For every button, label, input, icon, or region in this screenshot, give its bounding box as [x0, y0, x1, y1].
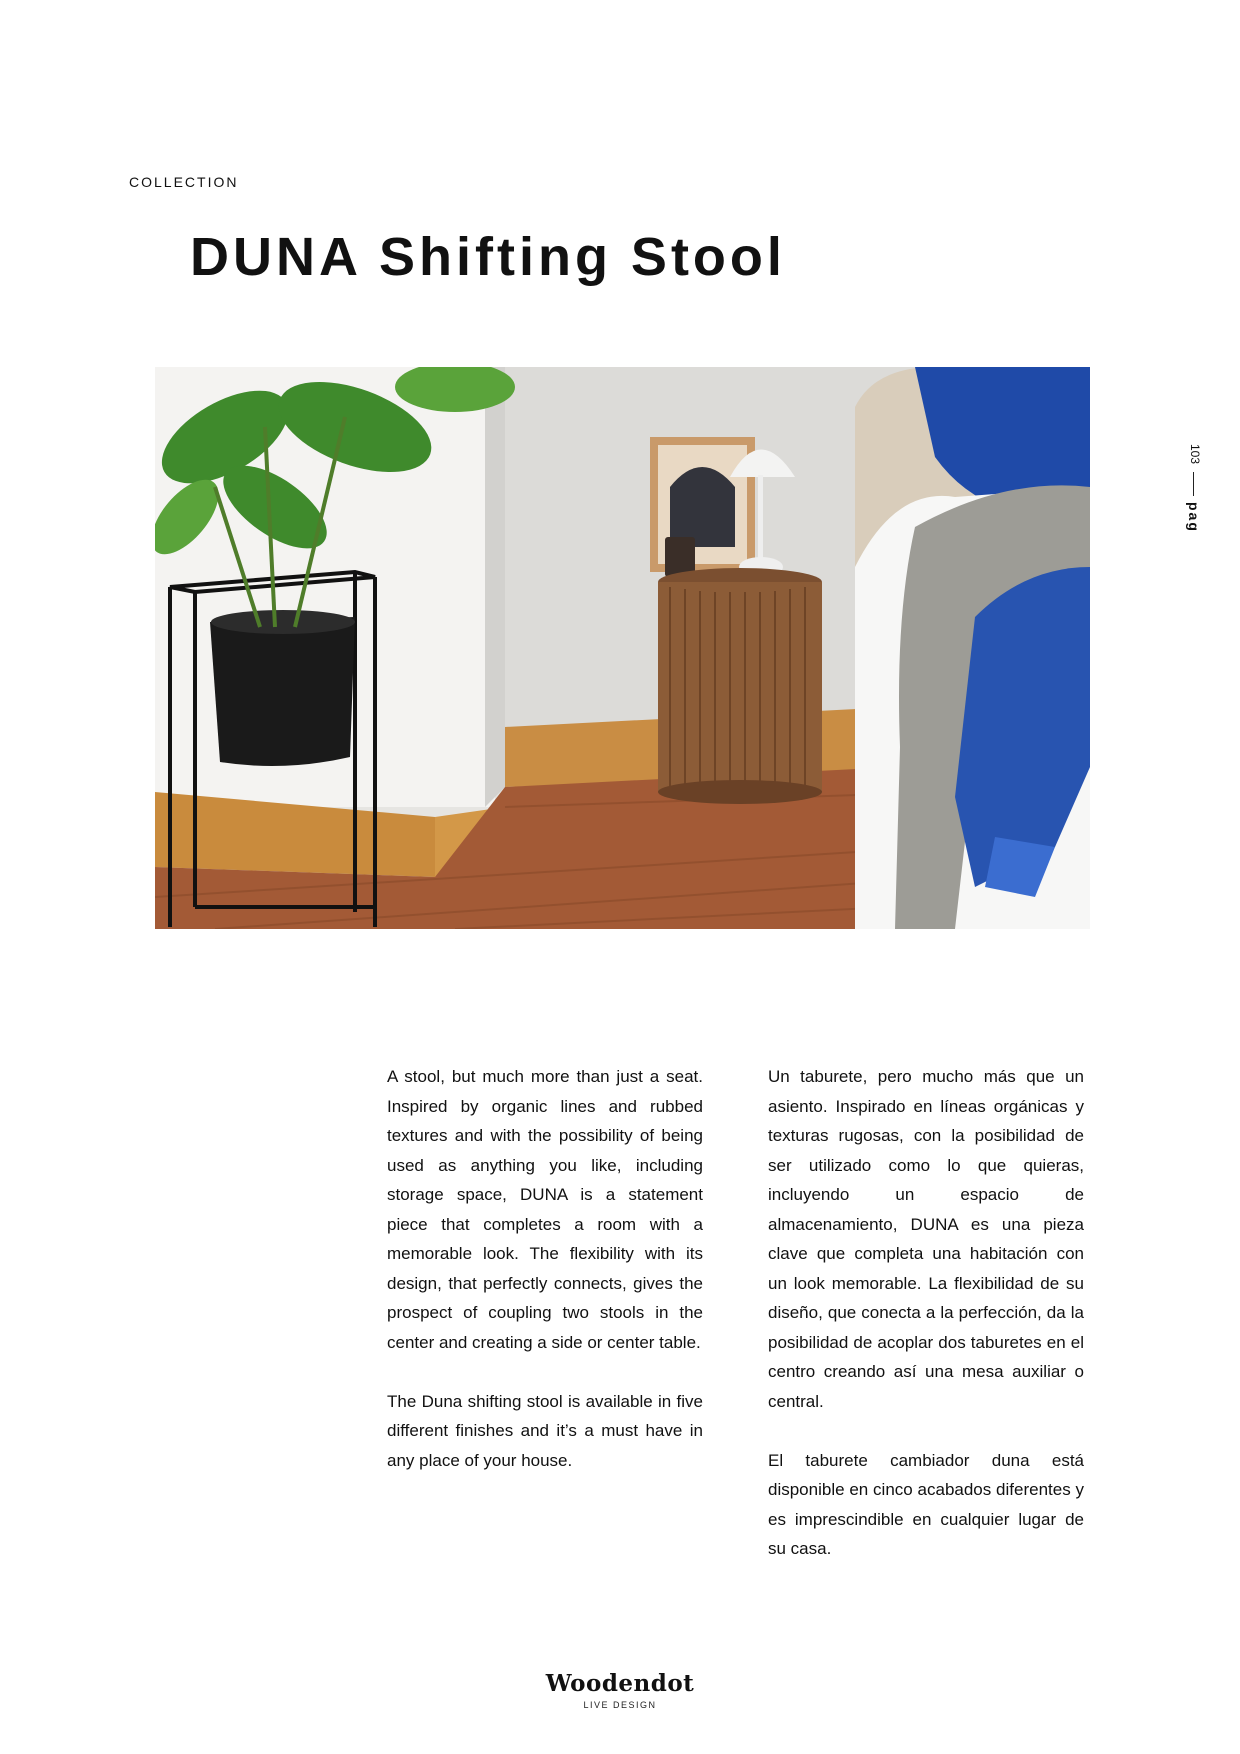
photo-icon	[155, 367, 1090, 929]
spanish-paragraph-2: El taburete cambiador duna está disponible en cinco acabados diferentes y es imprescindible en cualquier lugar de su casa.	[768, 1450, 1084, 1558]
brand-logo: Woodendot	[545, 1670, 695, 1697]
english-paragraph-1: A stool, but much more than just a seat. Inspired by organic lines and rubbed textures and with the possibility of being used as anything you like, including storage space, DUNA is a statement piece that completes a room with a memorable look. The flexibility with its design, that perfectly connects, gives the prospect of coupling two stools in the center and creating a side or center table.	[387, 1067, 703, 1352]
brand-tagline: LIVE DESIGN	[583, 1700, 657, 1710]
page-marker	[1182, 444, 1206, 534]
page-label: pag	[1186, 502, 1202, 533]
english-paragraph-2: The Duna shifting stool is available in five different finishes and it’s a must have in any place of your house.	[387, 1391, 703, 1470]
hero-photo	[155, 367, 1090, 929]
english-column	[387, 1062, 703, 1505]
footer-brand	[0, 1670, 1240, 1710]
spanish-paragraph-1: Un taburete, pero mucho más que un asiento. Inspirado en líneas orgánicas y texturas rugosas, con la posibilidad de ser utilizado como lo que quieras, incluyendo un espacio de almacenamiento, DUNA es una pieza clave que completa una habitación con un look memorable. La flexibilidad de su diseño, que conecta a la perfección, da la posibilidad de acoplar dos taburetes en el centro creando así una mesa auxiliar o central.	[768, 1067, 1084, 1411]
page-title: DUNA Shifting Stool	[190, 227, 786, 287]
page-marker-rule	[1193, 472, 1194, 496]
spanish-column	[768, 1062, 1084, 1593]
section-eyebrow: COLLECTION	[129, 174, 239, 190]
page-number: 103	[1188, 444, 1202, 465]
